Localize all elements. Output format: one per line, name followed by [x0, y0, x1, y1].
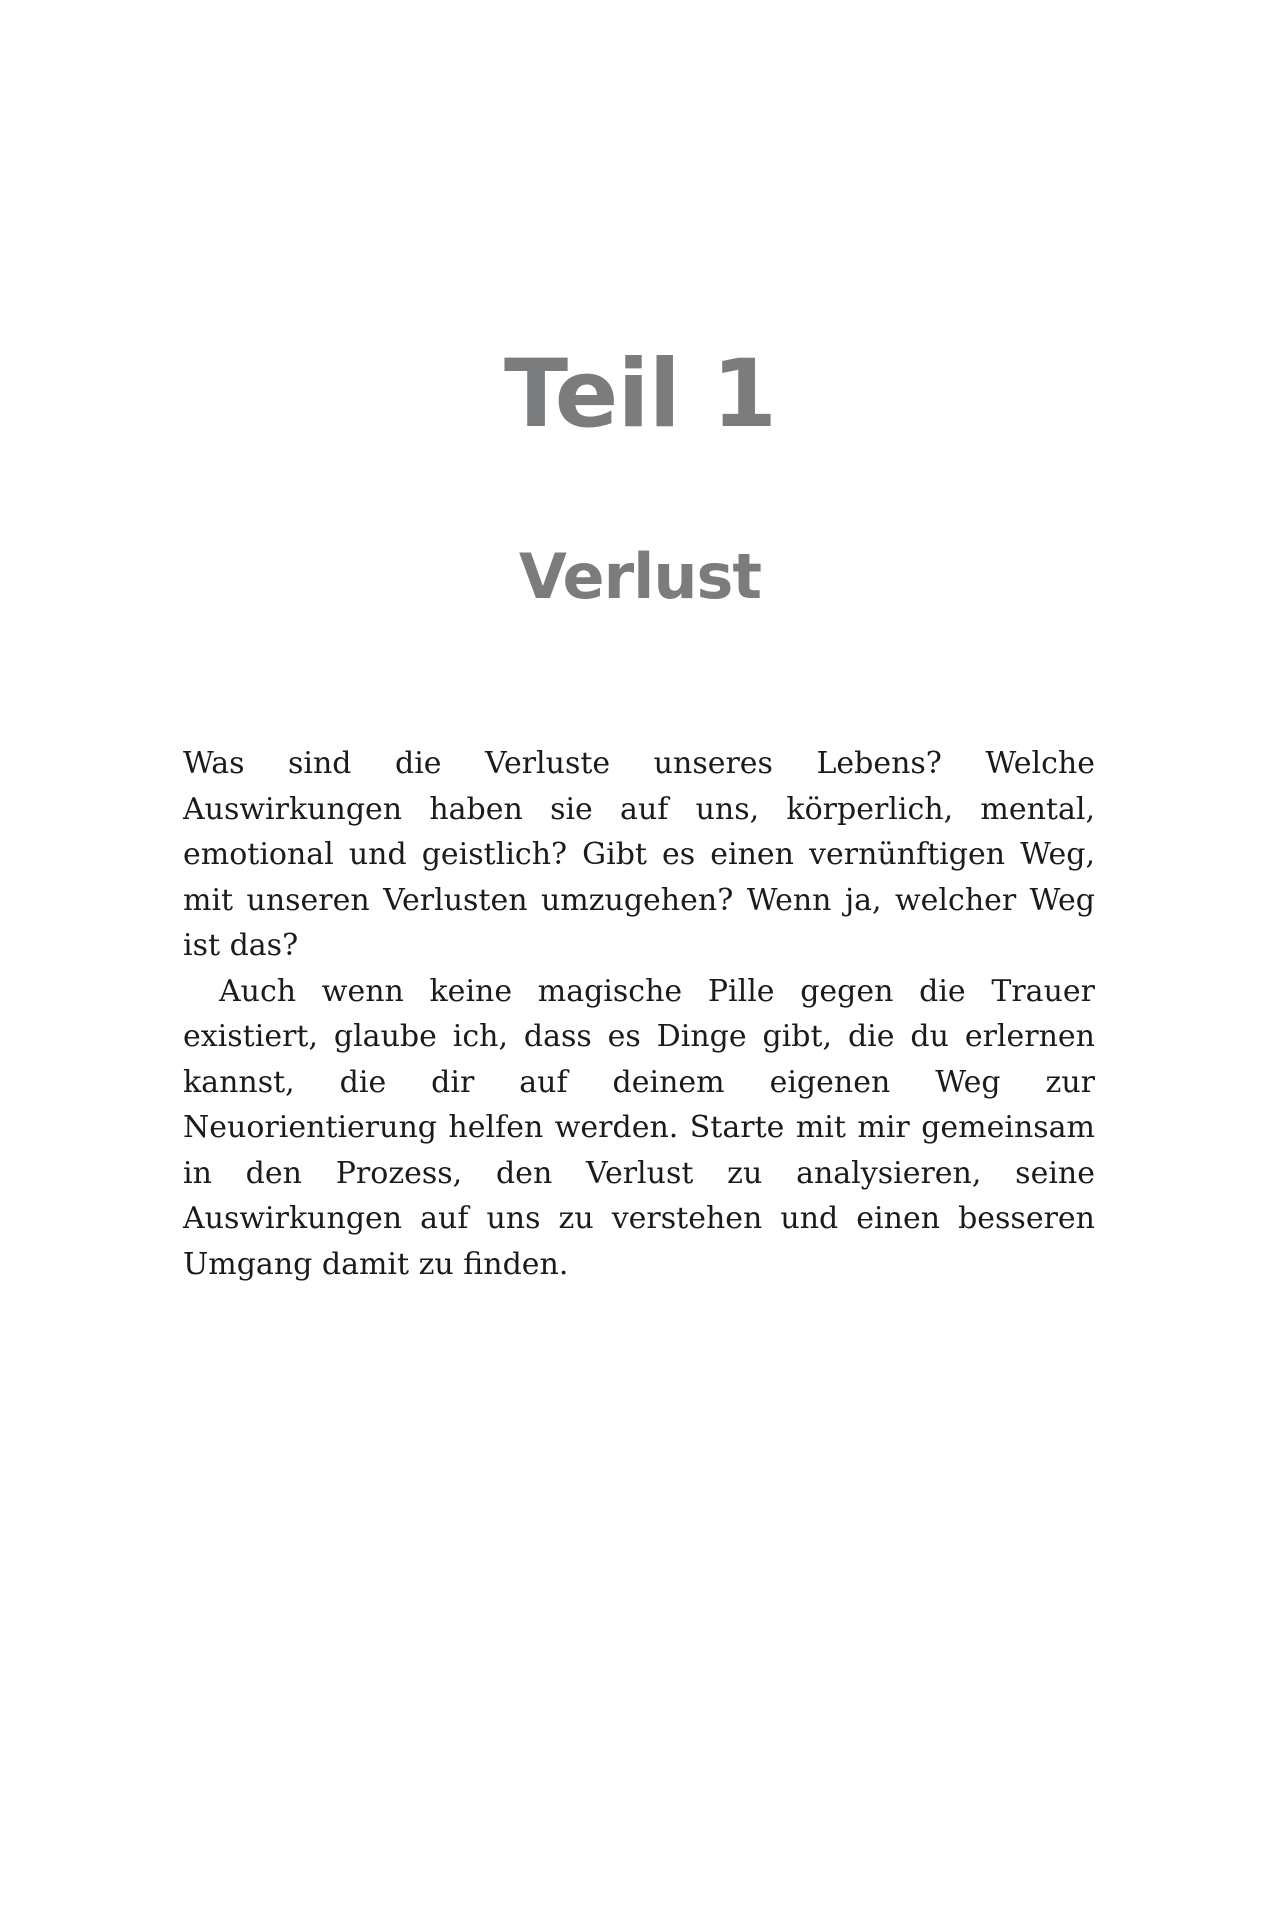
paragraph-1: Was sind die Verluste unseres Lebens? Welche Auswirkungen haben sie auf uns, körperlich, mental, emotional und geistlich? Gibt es einen vernünftigen Weg, mit unseren Verlusten umzugehen? Wenn ja, welcher Weg ist das?: [183, 746, 1095, 963]
part-title: Verlust: [518, 540, 762, 613]
part-label: Teil 1: [504, 340, 776, 449]
body-text: [183, 741, 1095, 1287]
paragraph-2: Auch wenn keine magische Pille gegen die Trauer existiert, glaube ich, dass es Dinge gibt, die du erlernen kannst, die dir auf deinem eigenen Weg zur Neuorientierung helfen werden. Starte mit mir gemeinsam in den Prozess, den Verlust zu analysieren, seine Auswirkungen auf uns zu verstehen und einen besseren Umgang damit zu finden.: [183, 973, 1095, 1282]
